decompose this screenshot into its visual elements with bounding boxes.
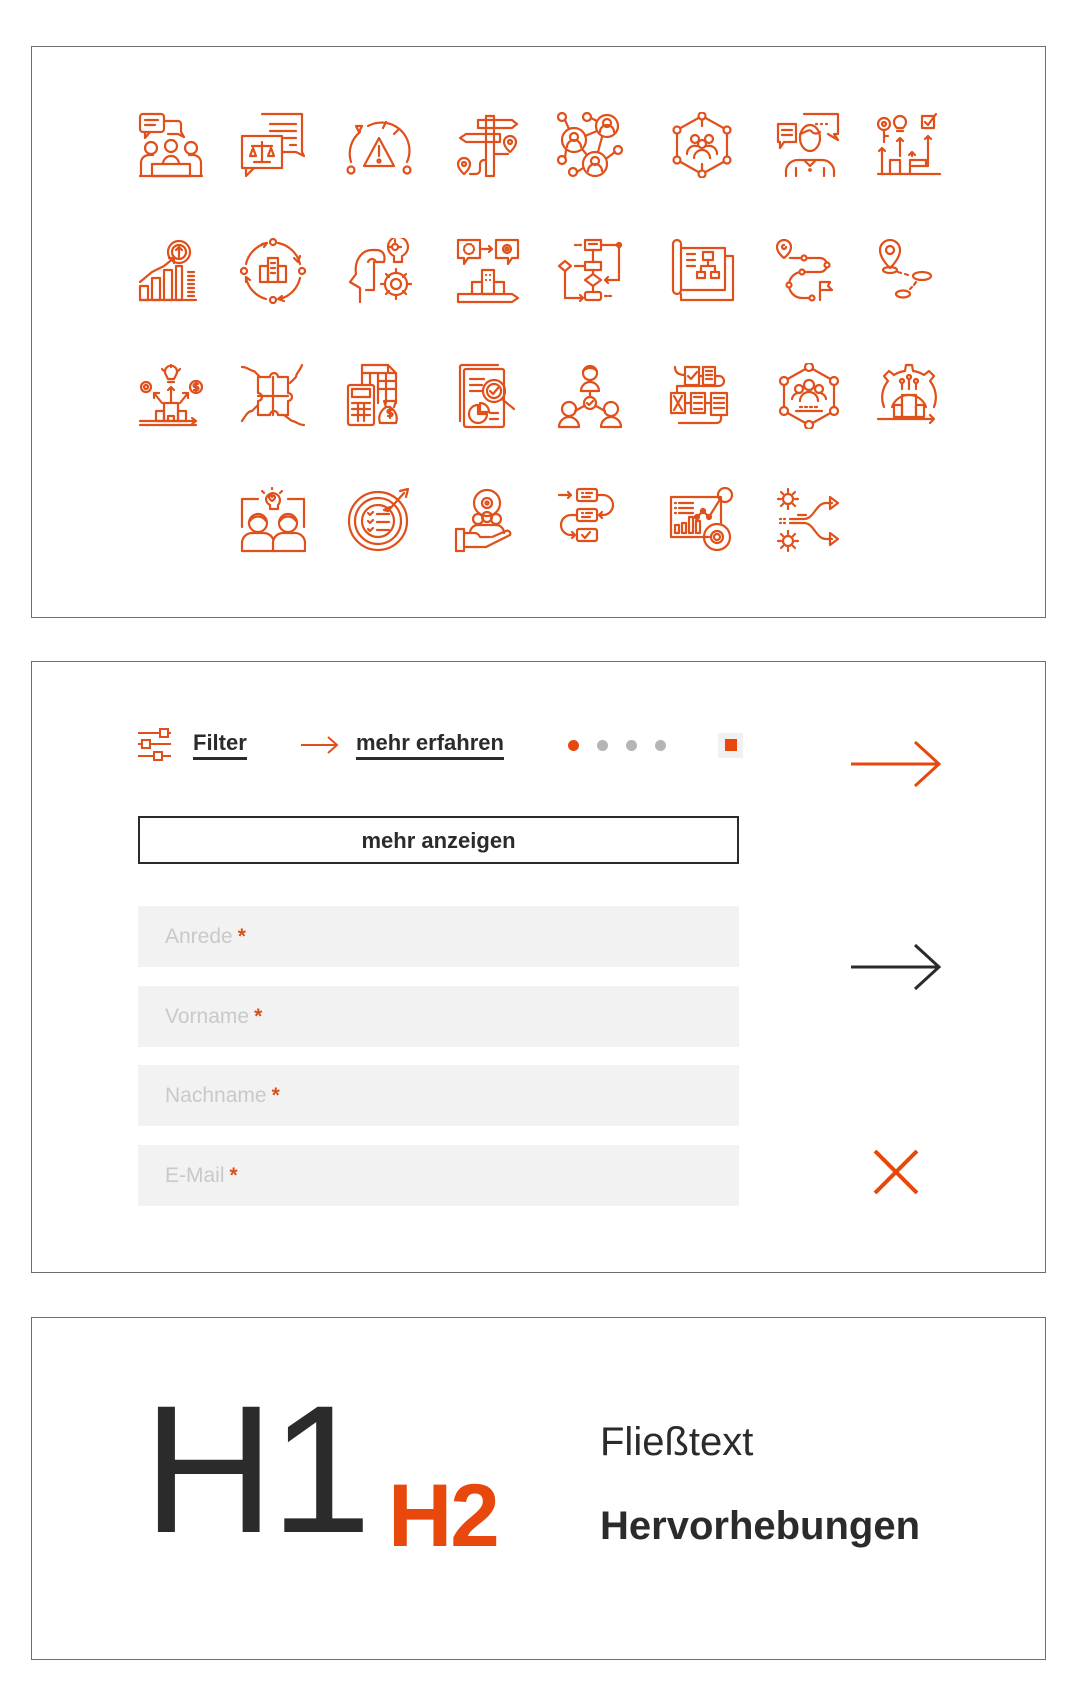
process-steps-icon: [557, 487, 623, 553]
hand-team-care-icon: [454, 487, 520, 553]
document-review-icon: [454, 363, 520, 429]
last-name-placeholder: Nachname: [165, 1084, 267, 1107]
risk-gauge-icon: [346, 112, 412, 178]
required-asterisk: *: [271, 1084, 280, 1107]
pagination-dot-1[interactable]: [568, 740, 579, 751]
business-strategy-icon: [138, 363, 204, 429]
email-field[interactable]: [138, 1145, 739, 1206]
gears-merge-icon: [776, 487, 842, 553]
required-asterisk: *: [237, 925, 246, 948]
body-text-sample: Fließtext: [600, 1420, 754, 1464]
team-approval-icon: [557, 363, 623, 429]
target-checklist-icon: [346, 487, 412, 553]
legal-discussion-icon: [240, 112, 306, 178]
close-icon[interactable]: [872, 1148, 920, 1196]
heading-2-sample: H2: [388, 1465, 498, 1565]
financial-calculation-icon: [346, 363, 412, 429]
email-placeholder: E-Mail: [165, 1164, 225, 1187]
first-name-placeholder: Vorname: [165, 1005, 250, 1028]
last-name-field[interactable]: [138, 1065, 739, 1126]
community-network-icon: [776, 363, 842, 429]
filter-link[interactable]: Filter: [193, 731, 247, 760]
pagination-dot-3[interactable]: [626, 740, 637, 751]
arrow-right-small-icon: [300, 736, 340, 754]
building-cycle-icon: [240, 238, 306, 304]
puzzle-collaboration-icon: [240, 363, 306, 429]
location-path-icon: [876, 238, 942, 304]
salutation-placeholder: Anrede: [165, 925, 233, 948]
stop-button[interactable]: [718, 733, 743, 758]
heading-1-sample: H1: [143, 1367, 368, 1571]
blueprint-icon: [669, 238, 735, 304]
flowchart-icon: [557, 238, 623, 304]
analytics-dashboard-icon: [669, 487, 735, 553]
show-more-button[interactable]: mehr anzeigen: [138, 816, 739, 864]
business-process-icon: [454, 238, 520, 304]
stop-square-icon: [725, 739, 737, 751]
team-hexagon-network-icon: [669, 112, 735, 178]
growth-analysis-icon: [138, 238, 204, 304]
first-name-field[interactable]: [138, 986, 739, 1047]
arrow-right-large-dark-icon[interactable]: [849, 943, 943, 991]
salutation-field[interactable]: [138, 906, 739, 967]
route-roadmap-icon: [776, 238, 842, 304]
business-gear-icon: [876, 363, 942, 429]
workflow-documents-icon: [669, 363, 735, 429]
customer-service-icon: [776, 112, 842, 178]
pagination-dot-4[interactable]: [655, 740, 666, 751]
required-asterisk: *: [229, 1164, 238, 1187]
team-meeting-icon: [138, 112, 204, 178]
filter-sliders-icon[interactable]: [138, 728, 172, 761]
required-asterisk: *: [254, 1005, 263, 1028]
signpost-directions-icon: [454, 112, 520, 178]
more-info-link[interactable]: mehr erfahren: [356, 731, 504, 760]
pagination-dot-2[interactable]: [597, 740, 608, 751]
people-network-icon: [557, 112, 623, 178]
emphasis-text-sample: Hervorhebungen: [600, 1504, 921, 1548]
ideas-progress-icon: [876, 112, 942, 178]
mind-innovation-icon: [346, 238, 412, 304]
arrow-right-large-accent-icon[interactable]: [849, 740, 943, 788]
brainstorm-team-icon: [240, 487, 306, 553]
